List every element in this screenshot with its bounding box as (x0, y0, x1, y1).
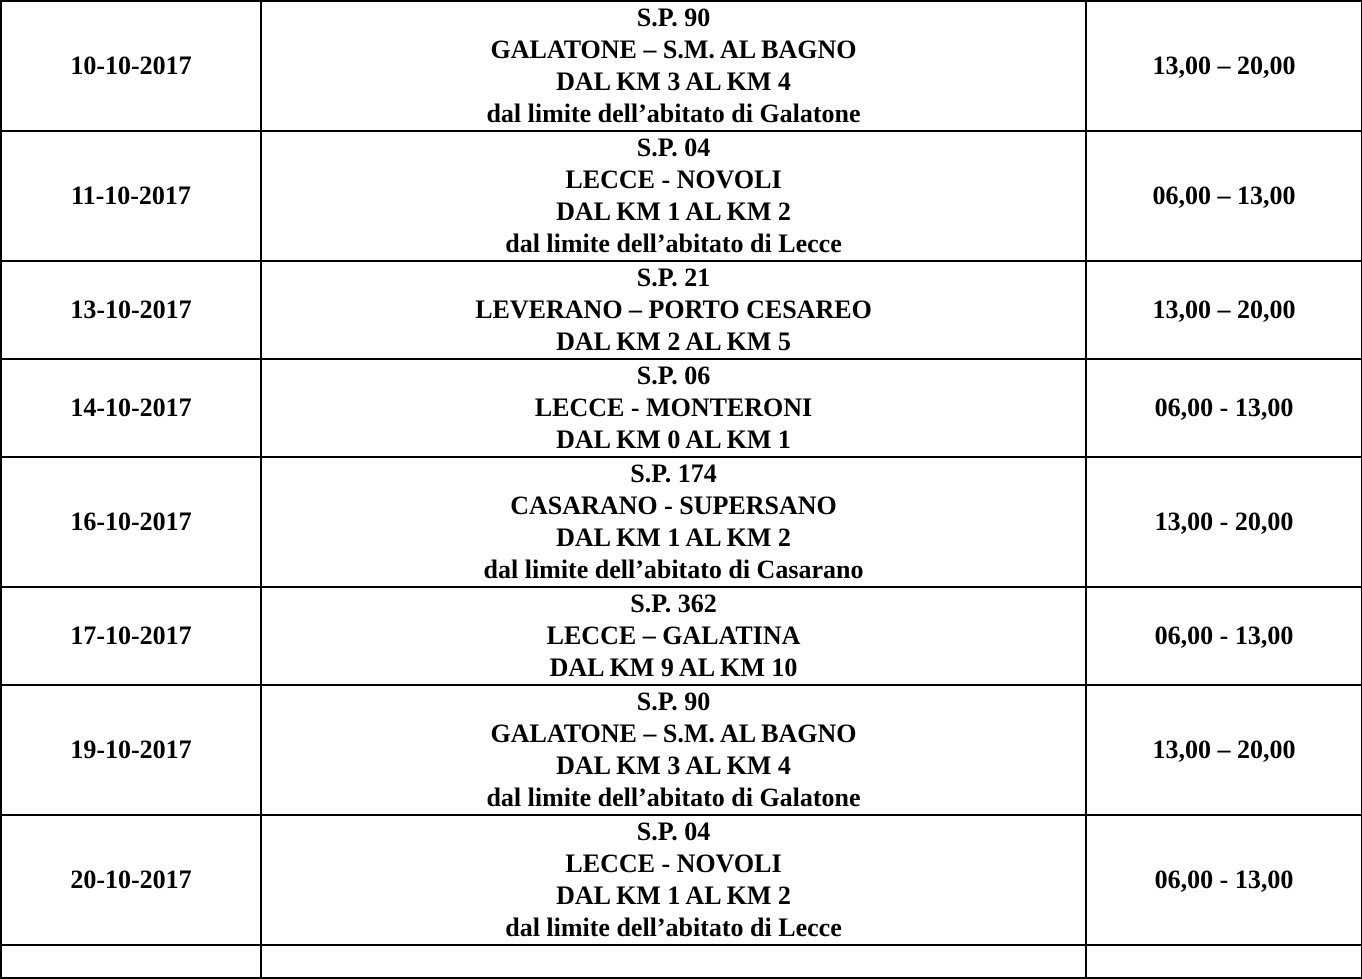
road-section-line: S.P. 06 (636, 361, 711, 390)
road-section-line: LEVERANO – PORTO CESAREO (475, 295, 872, 324)
road-section-line: GALATONE – S.M. AL BAGNO (490, 719, 857, 748)
road-section-line: S.P. 04 (636, 817, 711, 846)
road-section-line: dal limite dell’abitato di Lecce (505, 229, 842, 258)
road-section-line: dal limite dell’abitato di Lecce (505, 913, 842, 942)
date-cell: 17-10-2017 (1, 587, 261, 685)
table-row (1, 1, 1362, 131)
schedule-body (1, 1, 1362, 978)
road-section-cell (261, 261, 1086, 359)
road-section-line: S.P. 04 (636, 133, 711, 162)
road-section-cell (261, 685, 1086, 815)
road-section-line: DAL KM 1 AL KM 2 (556, 197, 791, 226)
road-section-line: S.P. 90 (636, 3, 711, 32)
time-window-cell: 06,00 - 13,00 (1086, 359, 1362, 457)
time-window-cell: 13,00 – 20,00 (1086, 261, 1362, 359)
road-section-cell (261, 359, 1086, 457)
road-section-line: LECCE - NOVOLI (565, 849, 782, 878)
road-section-line: DAL KM 3 AL KM 4 (556, 751, 791, 780)
road-section-line: dal limite dell’abitato di Galatone (486, 99, 861, 128)
road-section-line: S.P. 90 (636, 687, 711, 716)
time-window-cell: 06,00 - 13,00 (1086, 587, 1362, 685)
table-row-empty (1, 945, 1362, 978)
date-cell: 16-10-2017 (1, 457, 261, 587)
table-row (1, 815, 1362, 945)
time-window-cell (1086, 945, 1362, 978)
road-section-cell (261, 815, 1086, 945)
road-section-line: GALATONE – S.M. AL BAGNO (490, 35, 857, 64)
road-section-line: CASARANO - SUPERSANO (510, 491, 837, 520)
road-section-line: LECCE – GALATINA (546, 621, 801, 650)
road-section-line: LECCE - NOVOLI (565, 165, 782, 194)
road-section-line: DAL KM 0 AL KM 1 (556, 425, 791, 454)
table-row (1, 359, 1362, 457)
road-section-cell (261, 131, 1086, 261)
road-section-cell (261, 587, 1086, 685)
road-section-line: S.P. 362 (630, 589, 717, 618)
road-section-line: DAL KM 2 AL KM 5 (556, 327, 791, 356)
road-section-line: DAL KM 1 AL KM 2 (556, 881, 791, 910)
road-section-line: DAL KM 3 AL KM 4 (556, 67, 791, 96)
date-cell: 14-10-2017 (1, 359, 261, 457)
road-section-line: DAL KM 9 AL KM 10 (549, 653, 798, 682)
time-window-cell: 06,00 – 13,00 (1086, 131, 1362, 261)
table-row (1, 131, 1362, 261)
road-section-cell (261, 457, 1086, 587)
date-cell: 10-10-2017 (1, 1, 261, 131)
road-section-cell (261, 945, 1086, 978)
road-section-line: S.P. 174 (630, 459, 717, 488)
time-window-cell: 06,00 - 13,00 (1086, 815, 1362, 945)
road-section-line: dal limite dell’abitato di Casarano (483, 555, 864, 584)
road-section-line: S.P. 21 (636, 263, 711, 292)
road-section-line: LECCE - MONTERONI (534, 393, 813, 422)
road-section-line: DAL KM 1 AL KM 2 (556, 523, 791, 552)
time-window-cell: 13,00 – 20,00 (1086, 685, 1362, 815)
time-window-cell: 13,00 - 20,00 (1086, 457, 1362, 587)
road-section-cell (261, 1, 1086, 131)
table-row (1, 261, 1362, 359)
date-cell: 11-10-2017 (1, 131, 261, 261)
table-row (1, 457, 1362, 587)
road-section-line: dal limite dell’abitato di Galatone (486, 783, 861, 812)
date-cell: 13-10-2017 (1, 261, 261, 359)
time-window-cell: 13,00 – 20,00 (1086, 1, 1362, 131)
date-cell: 20-10-2017 (1, 815, 261, 945)
date-cell (1, 945, 261, 978)
table-row (1, 587, 1362, 685)
table-row (1, 685, 1362, 815)
date-cell: 19-10-2017 (1, 685, 261, 815)
